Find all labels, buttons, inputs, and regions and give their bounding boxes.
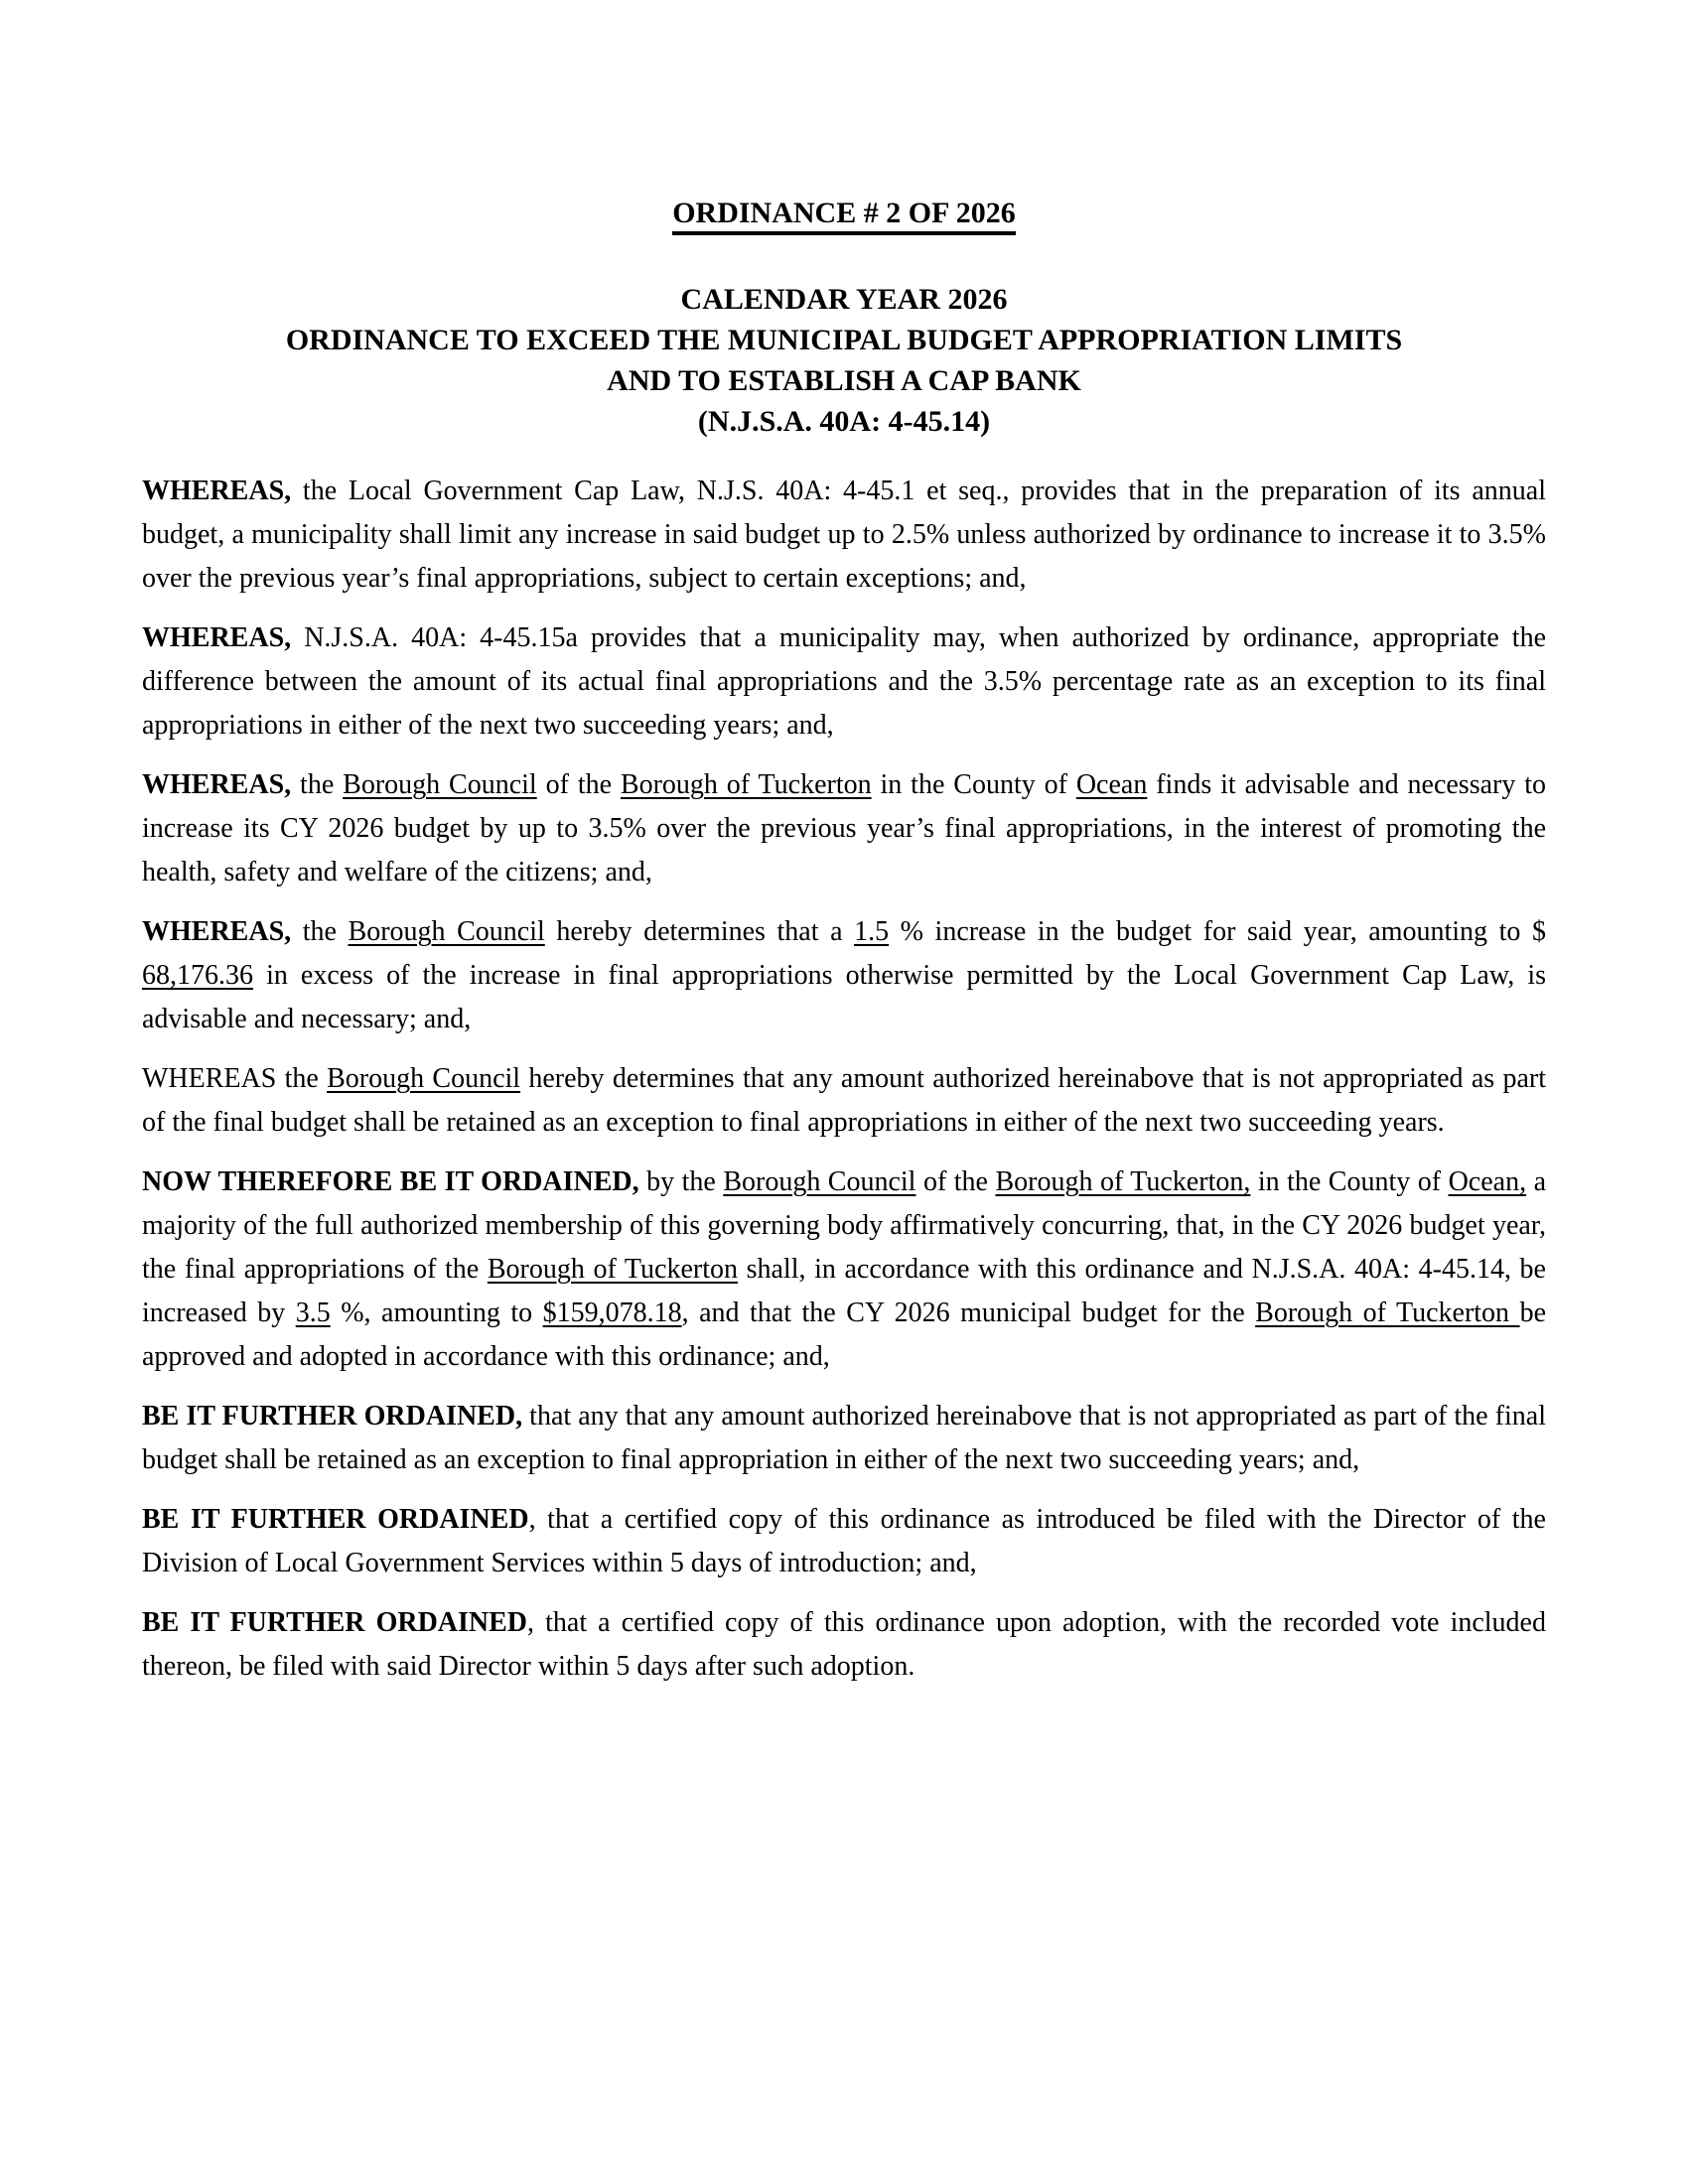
underlined-text-run: Borough Council (327, 1063, 521, 1094)
text-run: %, amounting to (330, 1297, 543, 1328)
underlined-text-run: $159,078.18 (542, 1297, 682, 1328)
text-run: N.J.S.A. 40A: 4-45.15a provides that a municipality may, when authorized by ordinance, appropriate the difference between the amount of its actual final appropriations and the 3.5% percentage rate as an exception to its final appropriations in either of the next two succeeding years; and, (142, 622, 1546, 741)
underlined-text-run: Borough of Tuckerton (1255, 1297, 1520, 1328)
bold-text-run: BE IT FURTHER ORDAINED (142, 1504, 529, 1535)
underlined-text-run: 3.5 (295, 1297, 331, 1328)
subtitle-line-statute-citation: (N.J.S.A. 40A: 4-45.14) (697, 405, 991, 438)
text-run: that any that any amount authorized hereinabove that is not appropriated as part of the final budget shall be retained as an exception to final appropriation in either of the next two succeeding years; and, (142, 1401, 1546, 1475)
paragraph (142, 763, 1546, 894)
bold-text-run: WHEREAS, (142, 769, 292, 800)
bold-text-run: WHEREAS, (142, 622, 292, 653)
bold-text-run: BE IT FURTHER ORDAINED, (142, 1401, 523, 1432)
bold-text-run: WHEREAS, (142, 916, 292, 947)
paragraph (142, 616, 1546, 748)
ordinance-title-text: ORDINANCE # 2 OF 2026 (672, 197, 1016, 235)
paragraph (142, 1498, 1546, 1585)
paragraph (142, 1395, 1546, 1482)
text-run: hereby determines that any amount authorized hereinabove that is not appropriated as part of the final budget shall be retained as an exception to final appropriations in either of the next two succeeding years. (142, 1063, 1546, 1138)
ordinance-subtitle (142, 279, 1546, 442)
text-run: by the (638, 1166, 724, 1197)
paragraph (142, 1601, 1546, 1689)
text-run: the (291, 916, 349, 947)
underlined-text-run: Ocean, (1448, 1166, 1527, 1197)
text-run: WHEREAS the (142, 1063, 328, 1094)
ordinance-body (142, 470, 1546, 1689)
ordinance-title (142, 196, 1546, 231)
bold-text-run: BE IT FURTHER ORDAINED (142, 1607, 528, 1638)
underlined-text-run: Borough of Tuckerton (487, 1254, 738, 1285)
text-run: a majority of the full authorized membership of this governing body affirmatively concurring, that, in the CY 2026 budget year, the final appropriations of the (142, 1166, 1546, 1285)
paragraph (142, 1057, 1546, 1145)
paragraph (142, 1160, 1546, 1379)
subtitle-line-cap-bank: AND TO ESTABLISH A CAP BANK (607, 364, 1081, 397)
text-run: of the (915, 1166, 996, 1197)
text-run: the Local Government Cap Law, N.J.S. 40A: 4-45.1 et seq., provides that in the preparation of its annual budget, a municipality shall limit any increase in said budget up to 2.5% unless authorized by ordinance to increase it to 3.5% over the previous year’s final appropriations, subject to certain exceptions; and, (142, 476, 1546, 594)
paragraph (142, 470, 1546, 601)
text-run: , and that the CY 2026 municipal budget for the (681, 1297, 1256, 1328)
text-run: , that a certified copy of this ordinance upon adoption, with the recorded vote included thereon, be filed with said Director within 5 days after such adoption. (142, 1607, 1546, 1682)
text-run: % increase in the budget for said year, amounting to $ (889, 916, 1546, 947)
underlined-text-run: Borough Council (343, 769, 537, 800)
bold-text-run: WHEREAS, (142, 476, 292, 506)
text-run: , that a certified copy of this ordinance as introduced be filed with the Director of the Division of Local Government Services within 5 days of introduction; and, (142, 1504, 1546, 1578)
underlined-text-run: Borough Council (723, 1166, 916, 1197)
bold-text-run: NOW THEREFORE BE IT ORDAINED, (142, 1166, 639, 1197)
paragraph (142, 910, 1546, 1041)
underlined-text-run: Borough Council (348, 916, 545, 947)
underlined-text-run: Borough of Tuckerton (620, 769, 872, 800)
text-run: in excess of the increase in final appropriations otherwise permitted by the Local Government Cap Law, is advisable and necessary; and, (142, 960, 1546, 1034)
text-run: shall, in accordance with this ordinance and N.J.S.A. 40A: 4-45.14, be increased by (142, 1254, 1546, 1328)
underlined-text-run: 68,176.36 (142, 960, 253, 991)
text-run: be approved and adopted in accordance with this ordinance; and, (142, 1297, 1546, 1372)
text-run: in the County of (1250, 1166, 1449, 1197)
text-run: in the County of (871, 769, 1076, 800)
text-run: of the (536, 769, 621, 800)
subtitle-line-calendar-year: CALENDAR YEAR 2026 (680, 283, 1008, 316)
underlined-text-run: Ocean (1075, 769, 1148, 800)
text-run: hereby determines that a (544, 916, 855, 947)
subtitle-line-exceed-limits: ORDINANCE TO EXCEED THE MUNICIPAL BUDGET APPROPRIATION LIMITS (285, 324, 1403, 356)
text-run: finds it advisable and necessary to increase its CY 2026 budget by up to 3.5% over the previous year’s final appropriations, in the interest of promoting the health, safety and welfare of the citizens; and, (142, 769, 1547, 887)
underlined-text-run: 1.5 (854, 916, 890, 947)
underlined-text-run: Borough of Tuckerton, (995, 1166, 1251, 1197)
text-run: the (291, 769, 344, 800)
